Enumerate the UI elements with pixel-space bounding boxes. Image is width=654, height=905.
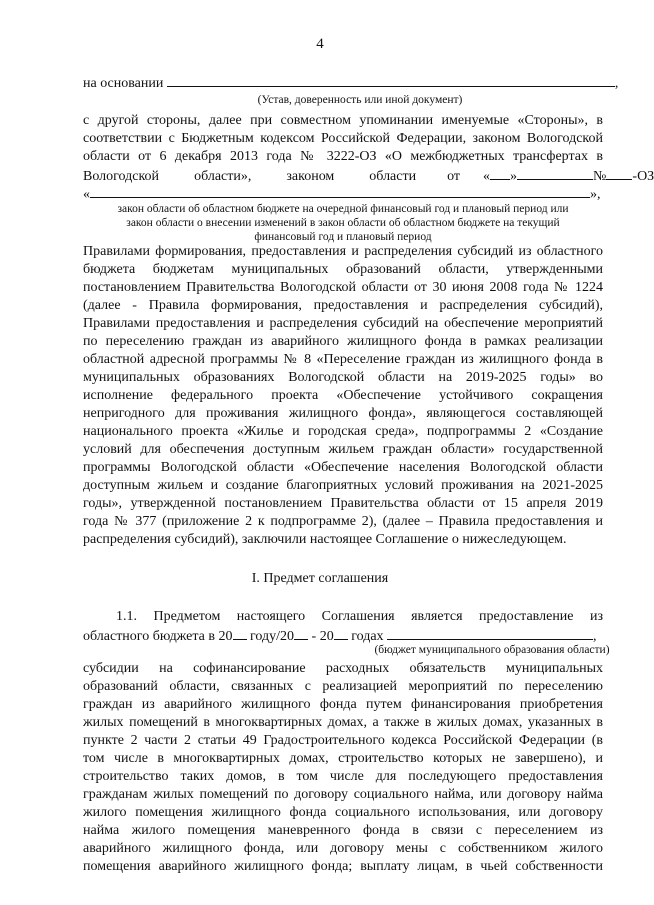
number-blank [606,166,632,180]
osnovanie-blank [167,73,615,87]
clause-line: субсидии на софинансирование расходных обязательств муниципальных [83,661,603,676]
clause-line: граждан из аварийного жилищного фонда путем финансирования приобретения [83,697,603,712]
law-line [83,166,654,186]
law-word: области [369,169,417,184]
paragraph-line: национального проекта «Жилье и городская среда», подпрограммы 2 «Создание [83,424,603,439]
clause-line: найма жилого помещения маневренного фонда в связи с переселением из [83,823,603,838]
paragraph-line: (далее - Правила формирования, предоставления и распределения субсидий), [83,298,603,313]
year-blank [334,626,348,640]
preamble-line: соответствии с Бюджетным кодексом Российской Федерации, законом Вологодской [83,131,603,146]
clause-line: строительство таких домов, в том числе для последующего предоставления [83,769,603,784]
law-caption: закон области о внесении изменений в закон области об областном бюджете на текущий [126,217,560,229]
law-name-blank [90,184,590,198]
quote-close: », [590,187,601,202]
paragraph-line: программы Вологодской области «Обеспечение населения Вологодской области [83,460,603,475]
day-blank [490,166,510,180]
clause-line: помещения аварийного жилищного фонда; выплату лицам, в чьей собственности [83,859,603,874]
law-caption: финансовый год и плановый период [254,231,432,243]
clause-line: 1.1. Предметом настоящего Соглашения является предоставление из [116,609,603,624]
clause-prefix: областного бюджета в 20 [83,629,233,644]
date-close: » [510,169,518,184]
preamble-line: с другой стороны, далее при совместном упоминании именуемые «Стороны», в [83,113,603,128]
year-blank [294,626,308,640]
osnovanie-line [83,73,619,93]
year-blank [233,626,247,640]
page-number: 4 [316,36,324,52]
clause-line: жилых помещений в многоквартирных домах, а также в жилых домах, указанных в [83,715,603,730]
law-word: Вологодской [83,169,160,184]
osnovanie-label: на основании [83,76,164,91]
law-word: области», [194,169,252,184]
month-year-blank [517,166,593,180]
law-caption: закон области об областном бюджете на очередной финансовый год и плановый период или [117,203,569,215]
clause-mid: году/20 [246,629,295,644]
oz-suffix: -ОЗ [632,169,654,184]
paragraph-line: непригодного для проживания жилищного фонда», являющегося составляющей [83,406,603,421]
paragraph-line: Правилами формирования, предоставления и распределения субсидий из областного [83,244,603,259]
paragraph-line: годы», утвержденной постановлением Правительства области от 15 апреля 2019 [83,496,603,511]
clause-line: пункте 2 части 2 статьи 49 Градостроительного кодекса Российской Федерации (в [83,733,603,748]
paragraph-line: Правилами предоставления и распределения субсидий на обеспечение мероприятий [83,316,603,331]
paragraph-line: исполнение федерального проекта «Обеспечение устойчивого сокращения [83,388,603,403]
paragraph-line: доступным жильем и создание благоприятных условий проживания на 2021-2025 [83,478,603,493]
clause-line: жилого помещения жилищного фонда социального использования, или договору [83,805,603,820]
clause-mid: - 20 [308,629,334,644]
clause-tail: , [593,629,597,644]
clause-line: образований области, связанных с реализацией мероприятий по переселению [83,679,603,694]
clause-line: гражданам жилых помещений по договору социального найма, или договору найма [83,787,603,802]
number-sign: № [593,169,607,184]
paragraph-line: по переселению граждан из аварийного жилищного фонда в рамках реализации [83,334,603,349]
paragraph-line: условий для обеспечения доступным жильем граждан области» государственной [83,442,603,457]
quote-open: « [83,187,90,202]
paragraph-line: бюджета бюджетам муниципальных образований области, утвержденными [83,262,603,277]
preamble-line: области от 6 декабря 2013 года № 3222-ОЗ «О межбюджетных трансфертах в [83,149,603,164]
paragraph-line: муниципальных образованиях Вологодской области на 2019-2025 годы» во [83,370,603,385]
paragraph-line: областной адресной программы № 8 «Переселение граждан из жилищного фонда в [83,352,603,367]
clause-line: том числе в многоквартирных домах, строительство которых не завершено), и [83,751,603,766]
section-heading: I. Предмет соглашения [251,571,389,586]
clause-line: аварийного жилищного фонда, или договору мены с собственником жилого [83,841,603,856]
paragraph-line: постановлением Правительства Вологодской области от 30 июня 2008 года № 1224 [83,280,603,295]
clause-mid: годах [347,629,384,644]
osnovanie-caption: (Устав, доверенность или иной документ) [257,94,463,106]
budget-caption: (бюджет муниципального образования области) [374,644,610,656]
law-word: от [447,169,461,184]
budget-blank [387,626,593,640]
law-name-line [83,184,603,204]
paragraph-line: распределения субсидий), заключили настоящее Соглашение о нижеследующем. [83,532,567,547]
paragraph-line: года № 377 (приложение 2 к подпрограмме 2), (далее – Правила предоставления и [83,514,603,529]
law-word: законом [286,169,335,184]
osnovanie-tail: , [614,76,619,91]
date-open: « [483,169,491,184]
